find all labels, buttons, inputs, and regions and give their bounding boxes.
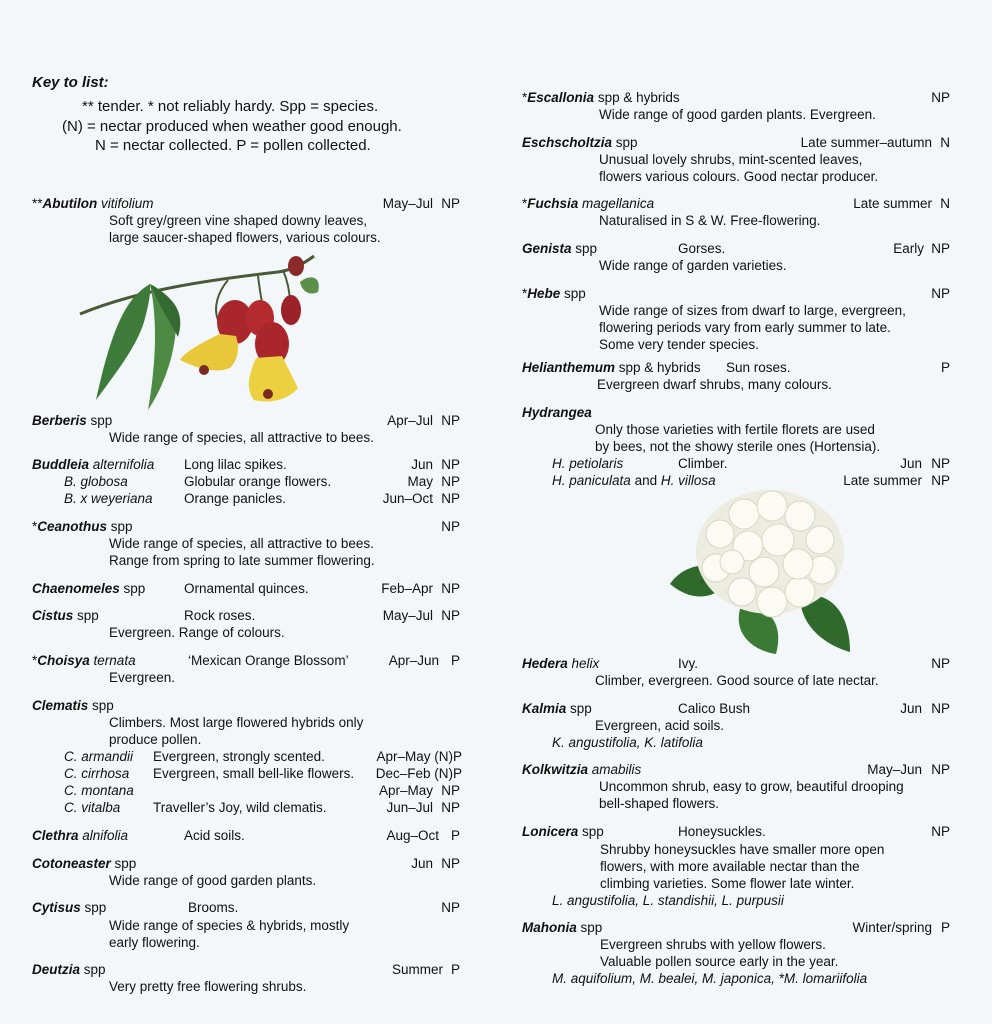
entry-deutzia-desc: Very pretty free flowering shrubs. xyxy=(109,979,307,994)
entry-mahonia-name: Mahonia spp xyxy=(522,920,603,935)
entry-mahonia-desc: Valuable pollen source early in the year. xyxy=(600,954,839,969)
entry-clethra-season: Aug–Oct xyxy=(386,828,439,843)
subspecies-name: C. cirrhosa xyxy=(64,766,130,781)
entry-hedera-name: Hedera helix xyxy=(522,656,600,671)
entry-hebe-name: *Hebe spp xyxy=(522,286,586,301)
entry-eschscholtzia-code: N xyxy=(940,135,950,150)
entry-cistus-code: NP xyxy=(441,608,460,623)
entry-cytisus-note: Brooms. xyxy=(188,900,239,915)
subspecies-name: H. petiolaris xyxy=(552,456,624,471)
entry-choisya-note: ‘Mexican Orange Blossom’ xyxy=(188,653,349,668)
entry-helianthemum-name: Helianthemum spp & hybrids xyxy=(522,360,701,375)
subspecies-season: Apr–May xyxy=(378,783,433,798)
entry-eschscholtzia-desc: Unusual lovely shrubs, mint-scented leaves, xyxy=(599,152,863,167)
entry-cytisus-code: NP xyxy=(441,900,460,915)
key-line-3: N = nectar collected. P = pollen collected. xyxy=(95,137,371,154)
subspecies-note: Evergreen, strongly scented. xyxy=(153,749,325,764)
entry-genista-desc: Wide range of garden varieties. xyxy=(599,258,787,273)
subspecies-name: C. vitalba xyxy=(64,800,121,815)
entry-clematis-name: Clematis spp xyxy=(32,698,114,713)
entry-cotoneaster-code: NP xyxy=(441,856,460,871)
entry-lonicera-note: Honeysuckles. xyxy=(678,824,766,839)
entry-helianthemum-code: P xyxy=(940,360,950,375)
entry-abutilon-desc: Soft grey/green vine shaped downy leaves, xyxy=(109,213,368,228)
entry-escallonia-code: NP xyxy=(931,90,950,105)
subspecies-code: NP xyxy=(931,473,950,488)
entry-escallonia-desc: Wide range of good garden plants. Evergreen. xyxy=(599,107,876,122)
entry-cistus-desc: Evergreen. Range of colours. xyxy=(109,625,285,640)
entry-kalmia-desc: Evergreen, acid soils. xyxy=(595,718,725,733)
entry-hydrangea-desc: by bees, not the showy sterile ones (Hortensia). xyxy=(595,439,881,454)
entry-hedera-note: Ivy. xyxy=(678,656,698,671)
subspecies-note: Traveller’s Joy, wild clematis. xyxy=(153,800,327,815)
entry-chaenomeles-name: Chaenomeles spp xyxy=(32,581,146,596)
subspecies-season: Dec–Feb (N)P xyxy=(375,766,462,781)
entry-berberis-code: NP xyxy=(441,413,460,428)
entry-cistus-name: Cistus spp xyxy=(32,608,99,623)
key-line-1: ** tender. * not reliably hardy. Spp = species. xyxy=(82,98,379,115)
subspecies-note: Globular orange flowers. xyxy=(184,474,332,489)
subspecies-note: Evergreen, small bell-like flowers. xyxy=(153,766,355,781)
entry-mahonia-desc: Evergreen shrubs with yellow flowers. xyxy=(600,937,826,952)
entry-fuchsia-name: *Fuchsia magellanica xyxy=(522,196,655,211)
entry-ceanothus-code: NP xyxy=(441,519,460,534)
subspecies-season: Jun–Oct xyxy=(382,491,433,506)
entry-lonicera-desc: flowers, with more available nectar than the xyxy=(600,859,860,874)
entry-abutilon-code: NP xyxy=(441,196,460,211)
entry-clethra-code: P xyxy=(450,828,460,843)
entry-kalmia-season: Jun xyxy=(900,701,922,716)
entry-cistus-note: Rock roses. xyxy=(184,608,256,623)
entry-genista-season: Early xyxy=(893,241,924,256)
entry-eschscholtzia-name: Eschscholtzia spp xyxy=(522,135,638,150)
entry-lonicera-code: NP xyxy=(931,824,950,839)
entry-ceanothus-name: *Ceanothus spp xyxy=(32,519,133,534)
key-line-2: (N) = nectar produced when weather good enough. xyxy=(62,118,402,135)
entry-clematis-desc: Climbers. Most large flowered hybrids only xyxy=(109,715,364,730)
subspecies-code: NP xyxy=(441,474,460,489)
entry-chaenomeles-code: NP xyxy=(441,581,460,596)
entry-cytisus-desc: Wide range of species & hybrids, mostly xyxy=(109,918,350,933)
entry-hedera-code: NP xyxy=(931,656,950,671)
entry-chaenomeles-note: Ornamental quinces. xyxy=(184,581,309,596)
subspecies-code: NP xyxy=(931,456,950,471)
entry-cotoneaster-name: Cotoneaster spp xyxy=(32,856,137,871)
entry-kolkwitzia-desc: Uncommon shrub, easy to grow, beautiful drooping xyxy=(599,779,904,794)
entry-helianthemum-note: Sun roses. xyxy=(726,360,791,375)
subspecies-season: Apr–May (N)P xyxy=(376,749,462,764)
entry-kalmia-note: Calico Bush xyxy=(678,701,751,716)
abutilon-flower-image xyxy=(78,252,323,412)
entry-buddleia-name: Buddleia alternifolia xyxy=(32,457,155,472)
entry-kolkwitzia-name: Kolkwitzia amabilis xyxy=(522,762,642,777)
subspecies-season: Late summer xyxy=(843,473,922,488)
entry-abutilon-season: May–Jul xyxy=(382,196,433,211)
subspecies-name: L. angustifolia, L. standishii, L. purpusii xyxy=(552,893,784,908)
entry-abutilon-name: **Abutilon vitifolium xyxy=(32,196,154,211)
entry-cotoneaster-season: Jun xyxy=(411,856,433,871)
entry-cistus-season: May–Jul xyxy=(382,608,433,623)
entry-eschscholtzia-desc: flowers various colours. Good nectar producer. xyxy=(599,169,879,184)
entry-choisya-code: P xyxy=(450,653,460,668)
entry-cytisus-desc: early flowering. xyxy=(109,935,200,950)
subspecies-name: H. paniculata and H. villosa xyxy=(552,473,716,488)
entry-genista-note: Gorses. xyxy=(678,241,726,256)
entry-chaenomeles-season: Feb–Apr xyxy=(381,581,433,596)
entry-lonicera-name: Lonicera spp xyxy=(522,824,604,839)
entry-choisya-season: Apr–Jun xyxy=(388,653,439,668)
entry-hebe-code: NP xyxy=(931,286,950,301)
subspecies-note: Climber. xyxy=(678,456,728,471)
entry-genista-code: NP xyxy=(931,241,950,256)
entry-fuchsia-desc: Naturalised in S & W. Free-flowering. xyxy=(599,213,821,228)
entry-hedera-desc: Climber, evergreen. Good source of late nectar. xyxy=(595,673,879,688)
entry-choisya-name: *Choisya ternata xyxy=(32,653,136,668)
entry-deutzia-code: P xyxy=(450,962,460,977)
subspecies-code: NP xyxy=(441,783,460,798)
entry-deutzia-name: Deutzia spp xyxy=(32,962,106,977)
entry-berberis-desc: Wide range of species, all attractive to bees. xyxy=(109,430,374,445)
entry-buddleia-code: NP xyxy=(441,457,460,472)
entry-ceanothus-desc: Range from spring to late summer flowering. xyxy=(109,553,375,568)
entry-abutilon-desc: large saucer-shaped flowers, various colours. xyxy=(109,230,381,245)
entry-fuchsia-code: N xyxy=(940,196,950,211)
entry-clethra-name: Clethra alnifolia xyxy=(32,828,129,843)
entry-ceanothus-desc: Wide range of species, all attractive to bees. xyxy=(109,536,374,551)
subspecies-code: NP xyxy=(441,800,460,815)
subspecies-name: B. x weyeriana xyxy=(64,491,153,506)
subspecies-season: May xyxy=(407,474,433,489)
entry-deutzia-season: Summer xyxy=(391,962,443,977)
entry-buddleia-season: Jun xyxy=(411,457,433,472)
subspecies-note: Orange panicles. xyxy=(184,491,287,506)
entry-kalmia-name: Kalmia spp xyxy=(522,701,592,716)
entry-clethra-note: Acid soils. xyxy=(184,828,245,843)
subspecies-code: NP xyxy=(441,491,460,506)
entry-lonicera-desc: climbing varieties. Some flower late winter. xyxy=(600,876,855,891)
entry-mahonia-season: Winter/spring xyxy=(852,920,932,935)
entry-cytisus-name: Cytisus spp xyxy=(32,900,107,915)
entry-kalmia-code: NP xyxy=(931,701,950,716)
entry-hydrangea-name: Hydrangea xyxy=(522,405,592,420)
entry-buddleia-note: Long lilac spikes. xyxy=(184,457,287,472)
entry-hebe-desc: flowering periods vary from early summer to late. xyxy=(599,320,891,335)
subspecies-season: Jun xyxy=(900,456,922,471)
entry-cotoneaster-desc: Wide range of good garden plants. xyxy=(109,873,317,888)
subspecies-name: C. armandii xyxy=(64,749,134,764)
subspecies-name: K. angustifolia, K. latifolia xyxy=(552,735,703,750)
entry-hydrangea-desc: Only those varieties with fertile florets are used xyxy=(595,422,875,437)
entry-genista-name: Genista spp xyxy=(522,241,598,256)
entry-clematis-desc: produce pollen. xyxy=(109,732,202,747)
entry-helianthemum-desc: Evergreen dwarf shrubs, many colours. xyxy=(597,377,832,392)
key-title: Key to list: xyxy=(32,74,109,91)
entry-escallonia-name: *Escallonia spp & hybrids xyxy=(522,90,680,105)
subspecies-name: M. aquifolium, M. bealei, M. japonica, *M. lomariifolia xyxy=(552,971,868,986)
entry-choisya-desc: Evergreen. xyxy=(109,670,176,685)
entry-kolkwitzia-season: May–Jun xyxy=(867,762,922,777)
entry-kolkwitzia-code: NP xyxy=(931,762,950,777)
entry-mahonia-code: P xyxy=(940,920,950,935)
entry-fuchsia-season: Late summer xyxy=(853,196,932,211)
entry-kolkwitzia-desc: bell-shaped flowers. xyxy=(599,796,720,811)
entry-hebe-desc: Wide range of sizes from dwarf to large, evergreen, xyxy=(599,303,906,318)
subspecies-name: C. montana xyxy=(64,783,134,798)
entry-eschscholtzia-season: Late summer–autumn xyxy=(800,135,932,150)
entry-berberis-season: Apr–Jul xyxy=(387,413,433,428)
subspecies-season: Jun–Jul xyxy=(386,800,433,815)
entry-hebe-desc: Some very tender species. xyxy=(599,337,759,352)
entry-lonicera-desc: Shrubby honeysuckles have smaller more open xyxy=(600,842,885,857)
subspecies-name: B. globosa xyxy=(64,474,128,489)
hydrangea-flower-image xyxy=(660,484,860,656)
entry-berberis-name: Berberis spp xyxy=(32,413,113,428)
